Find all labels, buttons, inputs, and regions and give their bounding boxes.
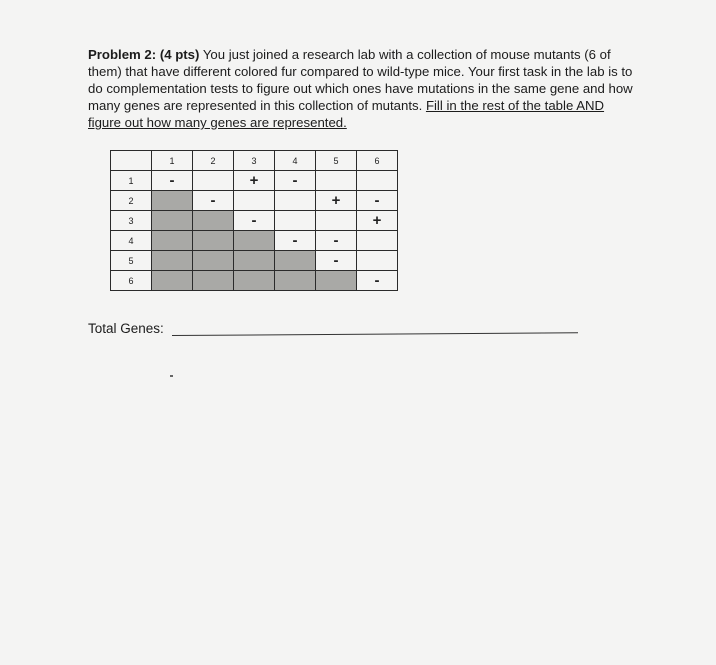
table-cell[interactable] bbox=[357, 231, 398, 251]
pencil-mark bbox=[170, 375, 173, 377]
row-header: 5 bbox=[111, 251, 152, 271]
table-row bbox=[111, 271, 398, 291]
table-cell[interactable] bbox=[275, 191, 316, 211]
shaded-cell bbox=[234, 251, 275, 271]
shaded-cell bbox=[193, 251, 234, 271]
shaded-cell bbox=[193, 271, 234, 291]
table-cell[interactable]: - bbox=[316, 231, 357, 251]
table-cell[interactable] bbox=[316, 211, 357, 231]
shaded-cell bbox=[275, 251, 316, 271]
table-cell[interactable] bbox=[275, 211, 316, 231]
column-header: 3 bbox=[234, 151, 275, 171]
row-header: 1 bbox=[111, 171, 152, 191]
total-genes-label: Total Genes: bbox=[88, 321, 164, 336]
table-cell[interactable]: + bbox=[234, 171, 275, 191]
row-header: 3 bbox=[111, 211, 152, 231]
problem-statement bbox=[88, 46, 636, 131]
row-header: 4 bbox=[111, 231, 152, 251]
table-cell[interactable]: - bbox=[275, 231, 316, 251]
shaded-cell bbox=[152, 271, 193, 291]
column-header: 4 bbox=[275, 151, 316, 171]
total-genes-answer-line[interactable] bbox=[172, 332, 578, 336]
table-row bbox=[111, 211, 398, 231]
shaded-cell bbox=[152, 191, 193, 211]
column-header: 5 bbox=[316, 151, 357, 171]
shaded-cell bbox=[193, 231, 234, 251]
shaded-cell bbox=[193, 211, 234, 231]
shaded-cell bbox=[234, 231, 275, 251]
table-cell[interactable] bbox=[316, 171, 357, 191]
table-row bbox=[111, 251, 398, 271]
table-cell[interactable]: - bbox=[275, 171, 316, 191]
table-cell[interactable]: - bbox=[357, 191, 398, 211]
column-header: 2 bbox=[193, 151, 234, 171]
table-row bbox=[111, 191, 398, 211]
bleed-through-text bbox=[30, 6, 690, 21]
corner-cell bbox=[111, 151, 152, 171]
table-cell[interactable]: - bbox=[234, 211, 275, 231]
complementation-table bbox=[110, 150, 398, 291]
shaded-cell bbox=[152, 251, 193, 271]
table-cell[interactable] bbox=[193, 171, 234, 191]
problem-heading: Problem 2: (4 pts) bbox=[88, 47, 200, 62]
row-header: 6 bbox=[111, 271, 152, 291]
table-cell[interactable]: + bbox=[357, 211, 398, 231]
table-cell[interactable]: - bbox=[193, 191, 234, 211]
table-cell[interactable] bbox=[234, 191, 275, 211]
table-row bbox=[111, 171, 398, 191]
header-row bbox=[111, 151, 398, 171]
table-cell[interactable]: - bbox=[316, 251, 357, 271]
table-cell[interactable]: + bbox=[316, 191, 357, 211]
shaded-cell bbox=[152, 211, 193, 231]
row-header: 2 bbox=[111, 191, 152, 211]
shaded-cell bbox=[316, 271, 357, 291]
shaded-cell bbox=[152, 231, 193, 251]
problem-instruction: Fill in the rest of the table AND figure out how many genes are represented. bbox=[88, 98, 605, 130]
table-cell[interactable] bbox=[357, 251, 398, 271]
table-cell[interactable] bbox=[357, 171, 398, 191]
shaded-cell bbox=[234, 271, 275, 291]
problem-body: You just joined a research lab with a collection of mouse mutants (6 of them) that have different colored fur compared to wild-type mice. Your first task in the lab is to do complementation tests to figure out which ones have mutations in the same gene and how many genes are represented in this collection of mutants. bbox=[88, 47, 633, 113]
table-row bbox=[111, 231, 398, 251]
table-cell[interactable]: - bbox=[357, 271, 398, 291]
column-header: 1 bbox=[152, 151, 193, 171]
column-header: 6 bbox=[357, 151, 398, 171]
shaded-cell bbox=[275, 271, 316, 291]
table-cell[interactable]: - bbox=[152, 171, 193, 191]
